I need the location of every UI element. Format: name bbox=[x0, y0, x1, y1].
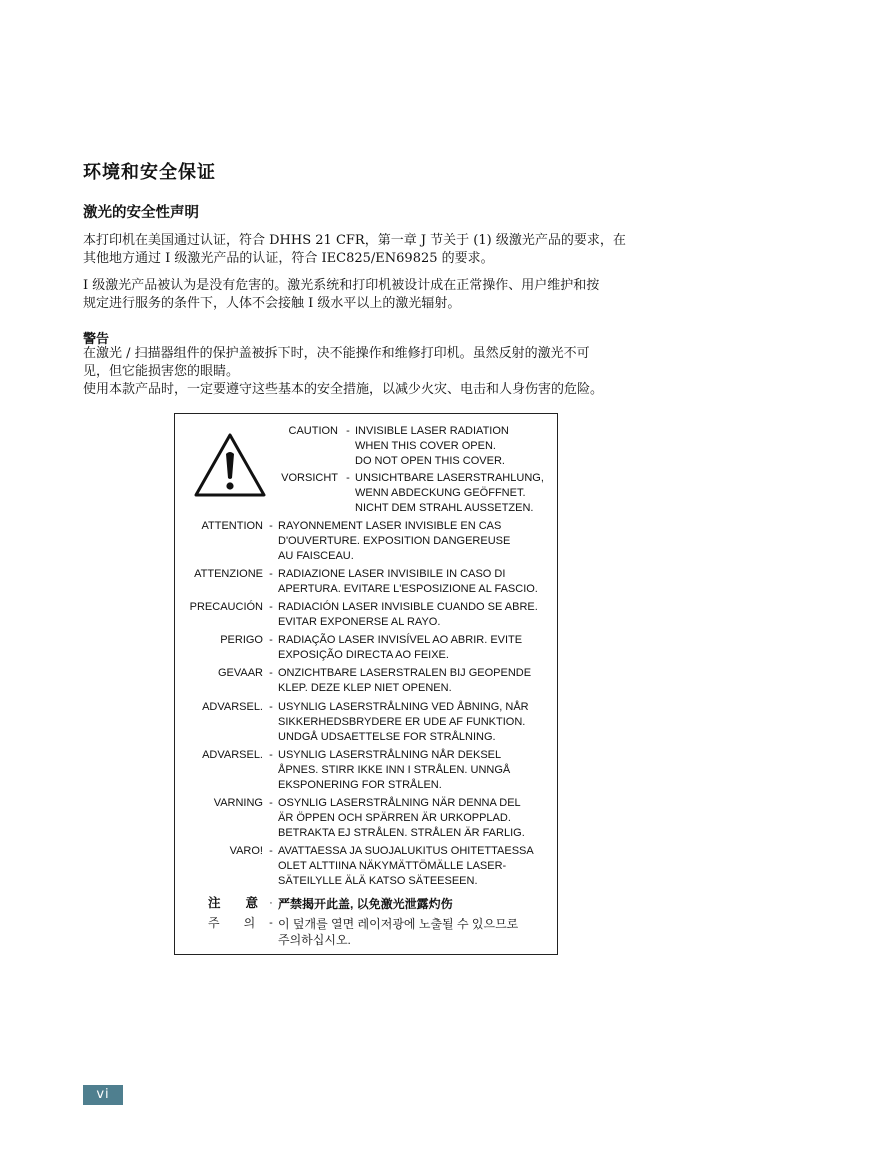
label-text-line: 주의하십시오. bbox=[278, 933, 351, 947]
page-title: 环境和安全保证 bbox=[83, 162, 216, 183]
label-text-line: UNSICHTBARE LASERSTRAHLUNG, bbox=[355, 472, 544, 484]
label-text-line: WHEN THIS COVER OPEN. bbox=[355, 440, 496, 452]
label-language-key: ATTENZIONE bbox=[194, 568, 263, 580]
label-separator: - bbox=[269, 634, 273, 646]
label-text-line: 이 덮개를 열면 레이저광에 노출될 수 있으므로 bbox=[278, 917, 519, 931]
text-line: 其他地方通过 I 级激光产品的认证，符合 IEC825/EN69825 的要求。 bbox=[83, 251, 494, 266]
label-language-key: VORSICHT bbox=[281, 472, 338, 484]
text-line: 规定进行服务的条件下，人体不会接触 I 级水平以上的激光辐射。 bbox=[83, 296, 461, 311]
paragraph-certification bbox=[83, 232, 683, 268]
label-text-line: SIKKERHEDSBRYDERE ER UDE AF FUNKTION. bbox=[278, 716, 526, 728]
label-text-line: EVITAR EXPONERSE AL RAYO. bbox=[278, 616, 441, 628]
label-language-key: ADVARSEL. bbox=[202, 749, 263, 761]
label-separator: - bbox=[269, 520, 273, 532]
label-text-line: AU FAISCEAU. bbox=[278, 550, 354, 562]
warning-heading: 警告 bbox=[83, 332, 110, 347]
label-text-line: 严禁揭开此盖, 以免激光泄露灼伤 bbox=[278, 897, 453, 911]
section-heading: 激光的安全性声明 bbox=[83, 205, 199, 221]
page-number-badge: vi bbox=[83, 1085, 123, 1105]
label-text-line: NICHT DEM STRAHL AUSSETZEN. bbox=[355, 502, 534, 514]
label-language-key: ATTENTION bbox=[201, 520, 263, 532]
label-text-line: DO NOT OPEN THIS COVER. bbox=[355, 455, 505, 467]
label-warning-text bbox=[355, 424, 509, 469]
text-line: 本打印机在美国通过认证，符合 DHHS 21 CFR，第一章 J 节关于 (1) 级激光产品的要求，在 bbox=[83, 233, 626, 248]
label-language-key: GEVAAR bbox=[217, 667, 263, 679]
label-text-line: INVISIBLE LASER RADIATION bbox=[355, 425, 509, 437]
label-separator: - bbox=[269, 667, 273, 679]
text-line: 见，但它能损害您的眼睛。 bbox=[83, 364, 240, 379]
label-separator: - bbox=[269, 568, 273, 580]
label-separator: - bbox=[346, 472, 350, 484]
label-text-line: USYNLIG LASERSTRÅLNING NÅR DEKSEL bbox=[278, 749, 502, 761]
label-warning-text bbox=[278, 916, 518, 948]
label-text-line: ÄR ÖPPEN OCH SPÄRREN ÄR URKOPPLAD. bbox=[278, 812, 511, 824]
label-text-line: ONZICHTBARE LASERSTRALEN BIJ GEOPENDE bbox=[278, 667, 532, 679]
label-text-line: OSYNLIG LASERSTRÅLNING NÄR DENNA DEL bbox=[278, 797, 521, 809]
label-warning-text bbox=[278, 666, 531, 696]
label-separator: - bbox=[269, 797, 273, 809]
label-text-line: APERTURA. EVITARE L'ESPOSIZIONE AL FASCIO. bbox=[278, 583, 538, 595]
label-text-line: USYNLIG LASERSTRÅLNING VED ÅBNING, NÅR bbox=[278, 701, 529, 713]
text-line: 使用本款产品时，一定要遵守这些基本的安全措施，以减少火灾、电击和人身伤害的危险。 bbox=[83, 382, 604, 397]
label-warning-text bbox=[278, 633, 522, 663]
label-text-line: BETRAKTA EJ STRÅLEN. STRÅLEN ÄR FARLIG. bbox=[278, 827, 525, 839]
label-warning-text bbox=[278, 600, 538, 630]
label-warning-text bbox=[278, 896, 453, 912]
label-text-line: OLET ALTTIINA NÄKYMÄTTÖMÄLLE LASER- bbox=[278, 860, 507, 872]
label-text-line: AVATTAESSA JA SUOJALUKITUS OHITETTAESSA bbox=[278, 845, 534, 857]
label-text-line: EXPOSIÇÃO DIRECTA AO FEIXE. bbox=[278, 649, 449, 661]
label-text-line: ÅPNES. STIRR IKKE INN I STRÅLEN. UNNGÅ bbox=[278, 764, 511, 776]
text-line: 在激光 / 扫描器组件的保护盖被拆下时，决不能操作和维修打印机。虽然反射的激光不可 bbox=[83, 346, 590, 361]
label-text-line: RADIAZIONE LASER INVISIBILE IN CASO DI bbox=[278, 568, 506, 580]
label-separator: - bbox=[346, 425, 350, 437]
label-text-line: KLEP. DEZE KLEP NIET OPENEN. bbox=[278, 682, 452, 694]
text-line: I 级激光产品被认为是没有危害的。激光系统和打印机被设计成在正常操作、用户维护和按 bbox=[83, 278, 600, 293]
label-language-key: ADVARSEL. bbox=[202, 701, 263, 713]
label-separator: - bbox=[269, 845, 273, 857]
label-separator: - bbox=[269, 701, 273, 713]
label-language-key: 注 意 bbox=[208, 896, 259, 910]
label-text-line: UNDGÅ UDSAETTELSE FOR STRÅLNING. bbox=[278, 731, 496, 743]
label-text-line: WENN ABDECKUNG GEÖFFNET. bbox=[355, 487, 526, 499]
label-text-line: D'OUVERTURE. EXPOSITION DANGEREUSE bbox=[278, 535, 511, 547]
label-separator: · bbox=[269, 897, 273, 909]
label-text-line: RADIACIÓN LASER INVISIBLE CUANDO SE ABRE. bbox=[278, 601, 538, 613]
label-language-key: 주 의 bbox=[208, 916, 256, 930]
label-warning-text bbox=[278, 748, 510, 793]
label-language-key: CAUTION bbox=[288, 425, 338, 437]
label-warning-text bbox=[278, 567, 538, 597]
label-language-key: PRECAUCIÓN bbox=[189, 601, 263, 613]
paragraph-warning bbox=[83, 345, 683, 399]
label-text-line: SÄTEILYLLE ÄLÄ KATSO SÄTEESEEN. bbox=[278, 875, 478, 887]
paragraph-class1 bbox=[83, 277, 683, 313]
laser-warning-label bbox=[174, 413, 558, 955]
label-warning-text bbox=[278, 519, 510, 564]
warning-triangle-icon bbox=[193, 432, 267, 498]
label-language-key: VARO! bbox=[229, 845, 263, 857]
label-text-line: EKSPONERING FOR STRÅLEN. bbox=[278, 779, 442, 791]
label-text-line: RADIAÇÃO LASER INVISÍVEL AO ABRIR. EVITE bbox=[278, 634, 523, 646]
label-warning-text bbox=[278, 796, 525, 841]
label-text-line: RAYONNEMENT LASER INVISIBLE EN CAS bbox=[278, 520, 502, 532]
label-warning-text bbox=[278, 844, 534, 889]
label-separator: - bbox=[269, 749, 273, 761]
label-warning-text bbox=[355, 471, 544, 516]
label-language-key: PERIGO bbox=[220, 634, 263, 646]
label-separator: - bbox=[269, 601, 273, 613]
label-language-key: VARNING bbox=[213, 797, 263, 809]
label-separator: - bbox=[269, 917, 273, 929]
label-warning-text bbox=[278, 700, 529, 745]
